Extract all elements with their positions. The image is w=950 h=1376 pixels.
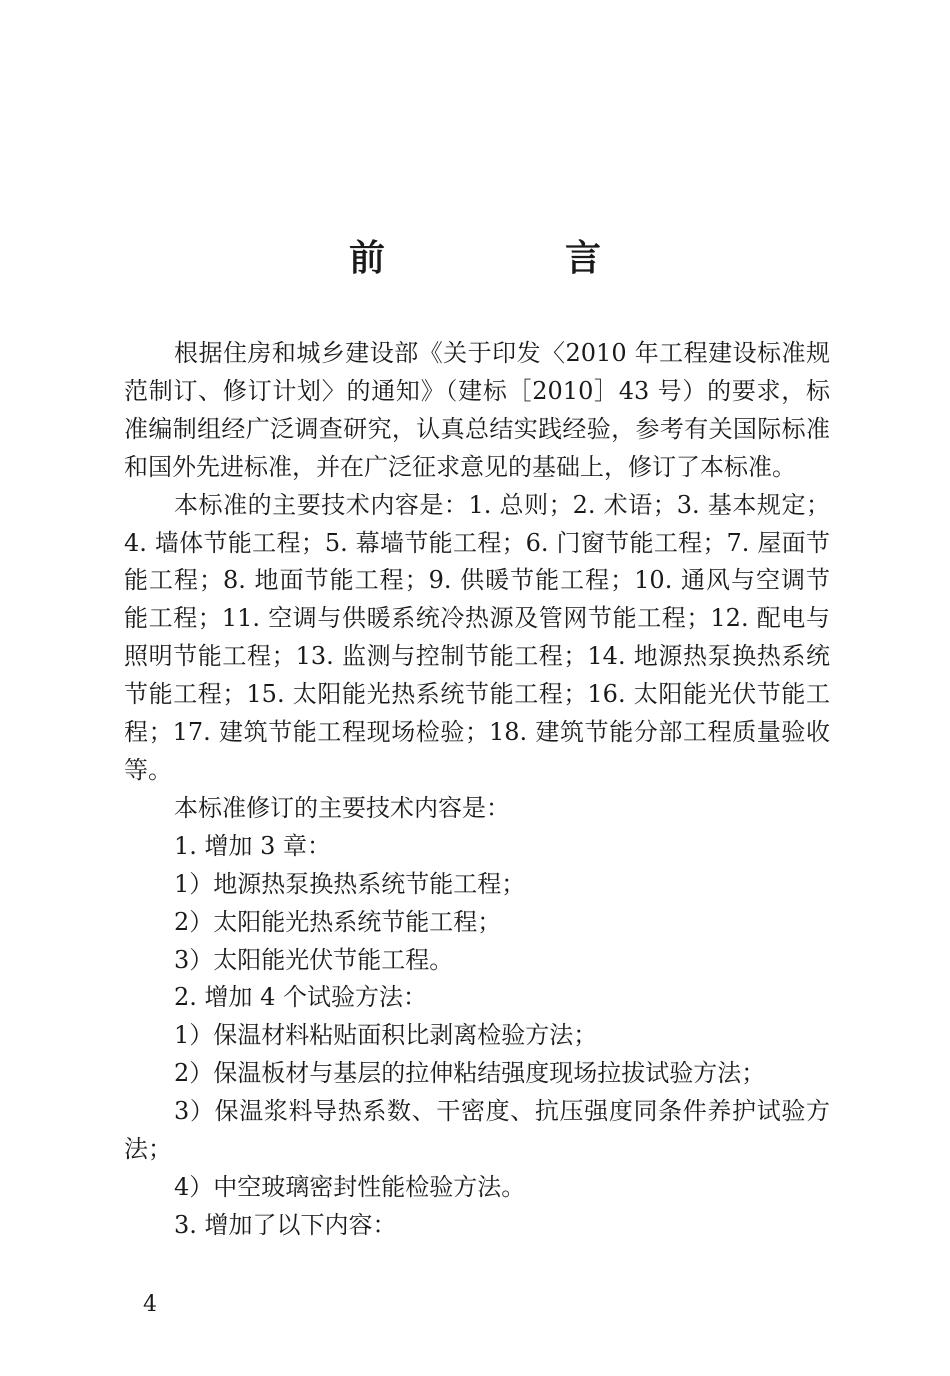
list-heading: 1. 增加 3 章： [174, 831, 332, 860]
list-item: 1）保温材料粘贴面积比剥离检验方法； [174, 1021, 598, 1050]
paragraph: 根据住房和城乡建设部《关于印发〈2010 年工程建设标准规范制订、修订计划〉的通知》（建标［2010］43 号）的要求，标准编制组经广泛调查研究，认真总结实践经验，参考有关国际标准和国外先进标准，并在广泛征求意见的基础上，修订了本标准。 [124, 339, 830, 481]
list-item: 3）太阳能光伏节能工程。 [174, 945, 454, 974]
list-item: 1）地源热泵换热系统节能工程； [174, 869, 526, 898]
page-title: 前 言 [348, 237, 673, 279]
list-item: 2）太阳能光热系统节能工程； [174, 907, 502, 936]
paragraph: 本标准的主要技术内容是：1. 总则；2. 术语；3. 基本规定；4. 墙体节能工程；5. 幕墙节能工程；6. 门窗节能工程；7. 屋面节能工程；8. 地面节能工程；9. 供暖节能工程；10. 通风与空调节能工程；11. 空调与供暖系统冷热源及管网节能工程；12. 配电与照明节能工程；13. 监测与控制节能工程；14. 地源热泵换热系统节能工程；15. 太阳能光热系统节能工程；16. 太阳能光伏节能工程；17. 建筑节能工程现场检验；18. 建筑节能分部工程质量验收等。 [124, 490, 830, 784]
list-heading: 2. 增加 4 个试验方法： [174, 983, 428, 1012]
list-item: 2）保温板材与基层的拉伸粘结强度现场拉拔试验方法； [174, 1059, 766, 1088]
list-item: 3）保温浆料导热系数、干密度、抗压强度同条件养护试验方法； [124, 1097, 830, 1164]
list-heading: 3. 增加了以下内容： [174, 1210, 397, 1239]
page-number: 4 [143, 1292, 157, 1317]
body-text [124, 335, 830, 1245]
list-item: 4）中空玻璃密封性能检验方法。 [174, 1172, 526, 1201]
paragraph: 本标准修订的主要技术内容是： [174, 793, 510, 822]
